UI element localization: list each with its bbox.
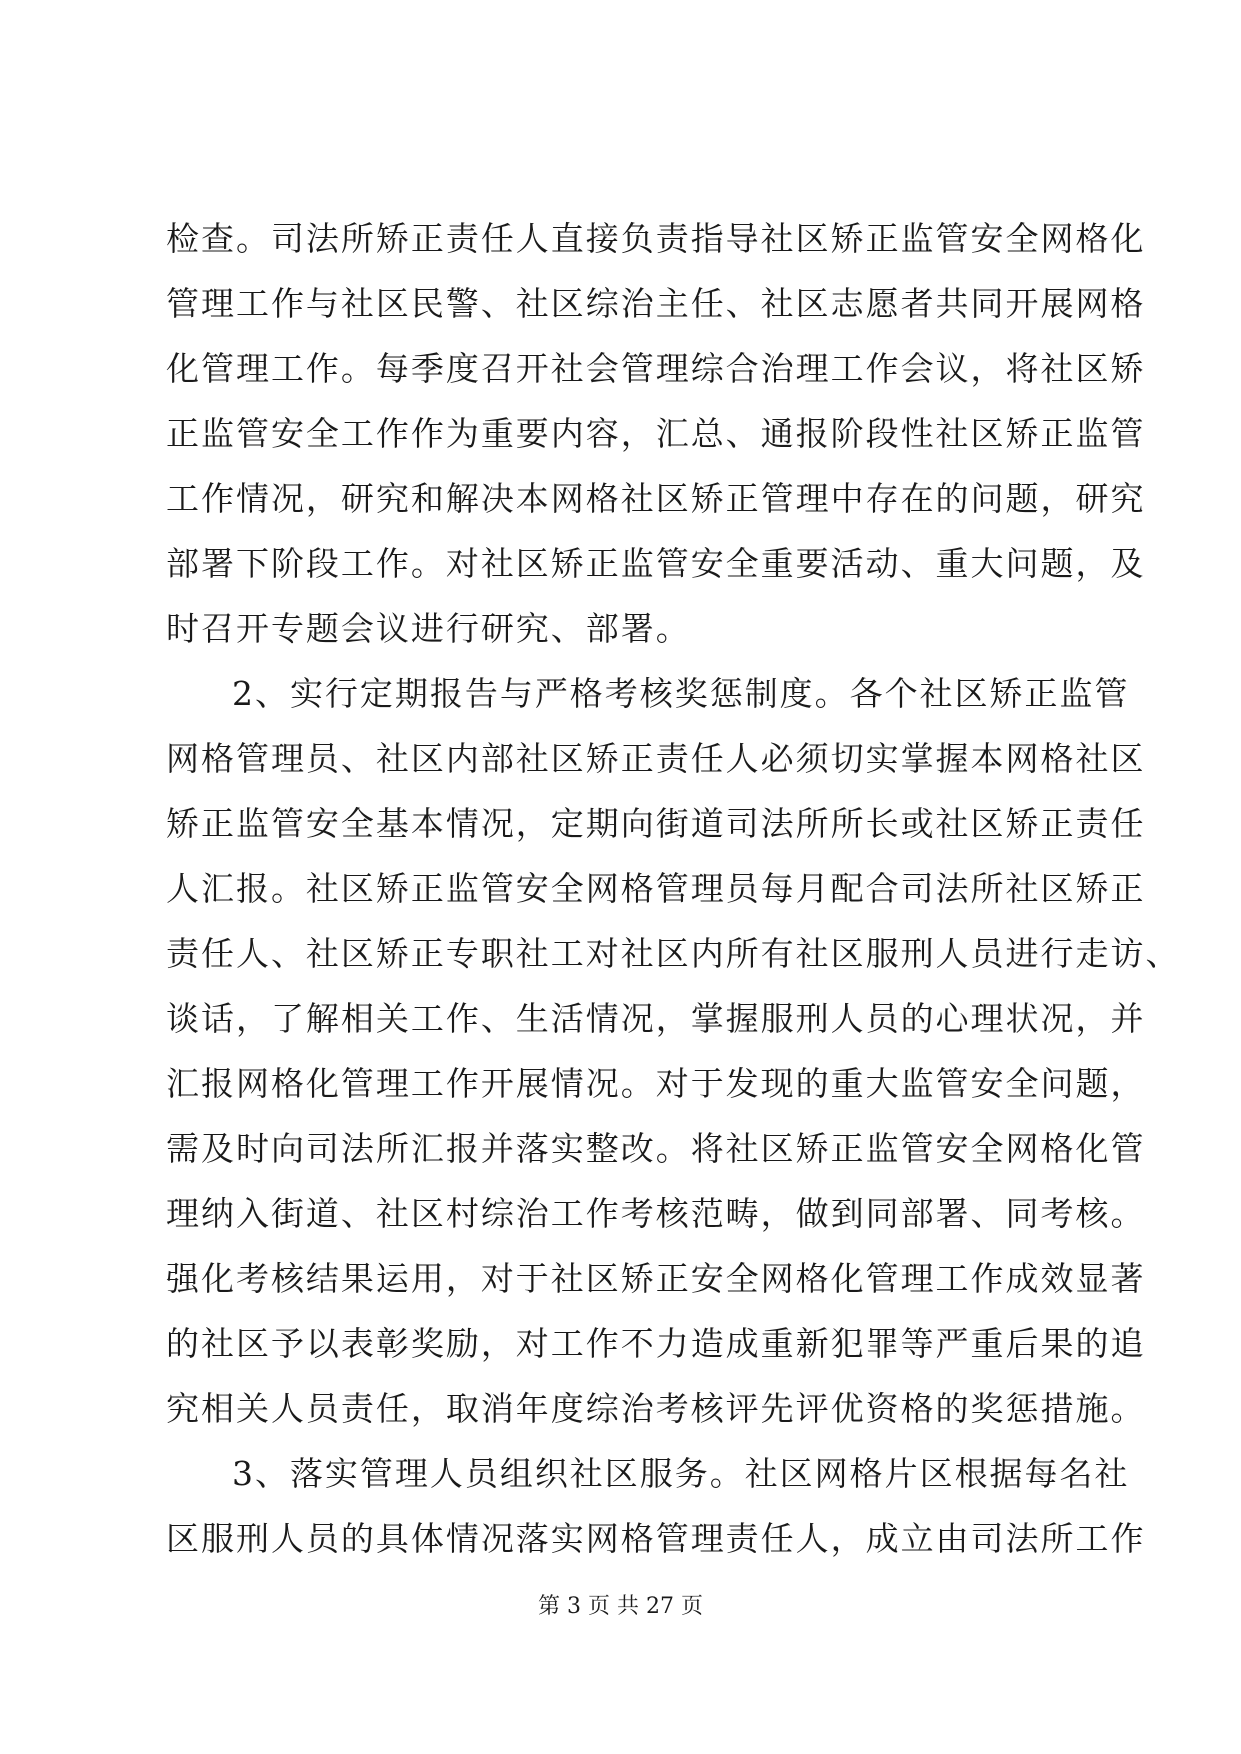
text-line: 谈话，了解相关工作、生活情况，掌握服刑人员的心理状况，并: [166, 999, 1146, 1038]
text-line: 的社区予以表彰奖励，对工作不力造成重新犯罪等严重后果的追: [166, 1324, 1146, 1363]
text-line: 部署下阶段工作。对社区矫正监管安全重要活动、重大问题，及: [166, 544, 1146, 583]
text-line: 化管理工作。每季度召开社会管理综合治理工作会议，将社区矫: [166, 349, 1146, 388]
text-line: 责任人、社区矫正专职社工对社区内所有社区服刑人员进行走访、: [166, 934, 1181, 973]
text-line: 管理工作与社区民警、社区综治主任、社区志愿者共同开展网格: [166, 284, 1146, 323]
text-line: 强化考核结果运用，对于社区矫正安全网格化管理工作成效显著: [166, 1259, 1146, 1298]
text-line: 需及时向司法所汇报并落实整改。将社区矫正监管安全网格化管: [166, 1129, 1146, 1168]
text-line: 区服刑人员的具体情况落实网格管理责任人，成立由司法所工作: [166, 1519, 1146, 1558]
text-line: 汇报网格化管理工作开展情况。对于发现的重大监管安全问题，: [166, 1064, 1146, 1103]
text-line: 矫正监管安全基本情况，定期向街道司法所所长或社区矫正责任: [166, 804, 1146, 843]
text-line: 时召开专题会议进行研究、部署。: [166, 609, 691, 648]
body-text: [166, 206, 1181, 1571]
text-line: 究相关人员责任，取消年度综治考核评先评优资格的奖惩措施。: [166, 1389, 1146, 1428]
paragraph-start-line: 3、落实管理人员组织社区服务。社区网格片区根据每名社: [232, 1454, 1130, 1493]
paragraph-start-line: 2、实行定期报告与严格考核奖惩制度。各个社区矫正监管: [232, 674, 1130, 713]
text-line: 正监管安全工作作为重要内容，汇总、通报阶段性社区矫正监管: [166, 414, 1146, 453]
text-line: 检查。司法所矫正责任人直接负责指导社区矫正监管安全网格化: [166, 219, 1146, 258]
text-line: 工作情况，研究和解决本网格社区矫正管理中存在的问题，研究: [166, 479, 1146, 518]
text-line: 网格管理员、社区内部社区矫正责任人必须切实掌握本网格社区: [166, 739, 1146, 778]
page-number-footer: 第 3 页 共 27 页: [538, 1594, 703, 1619]
text-line: 理纳入街道、社区村综治工作考核范畴，做到同部署、同考核。: [166, 1194, 1146, 1233]
text-line: 人汇报。社区矫正监管安全网格管理员每月配合司法所社区矫正: [166, 869, 1146, 908]
